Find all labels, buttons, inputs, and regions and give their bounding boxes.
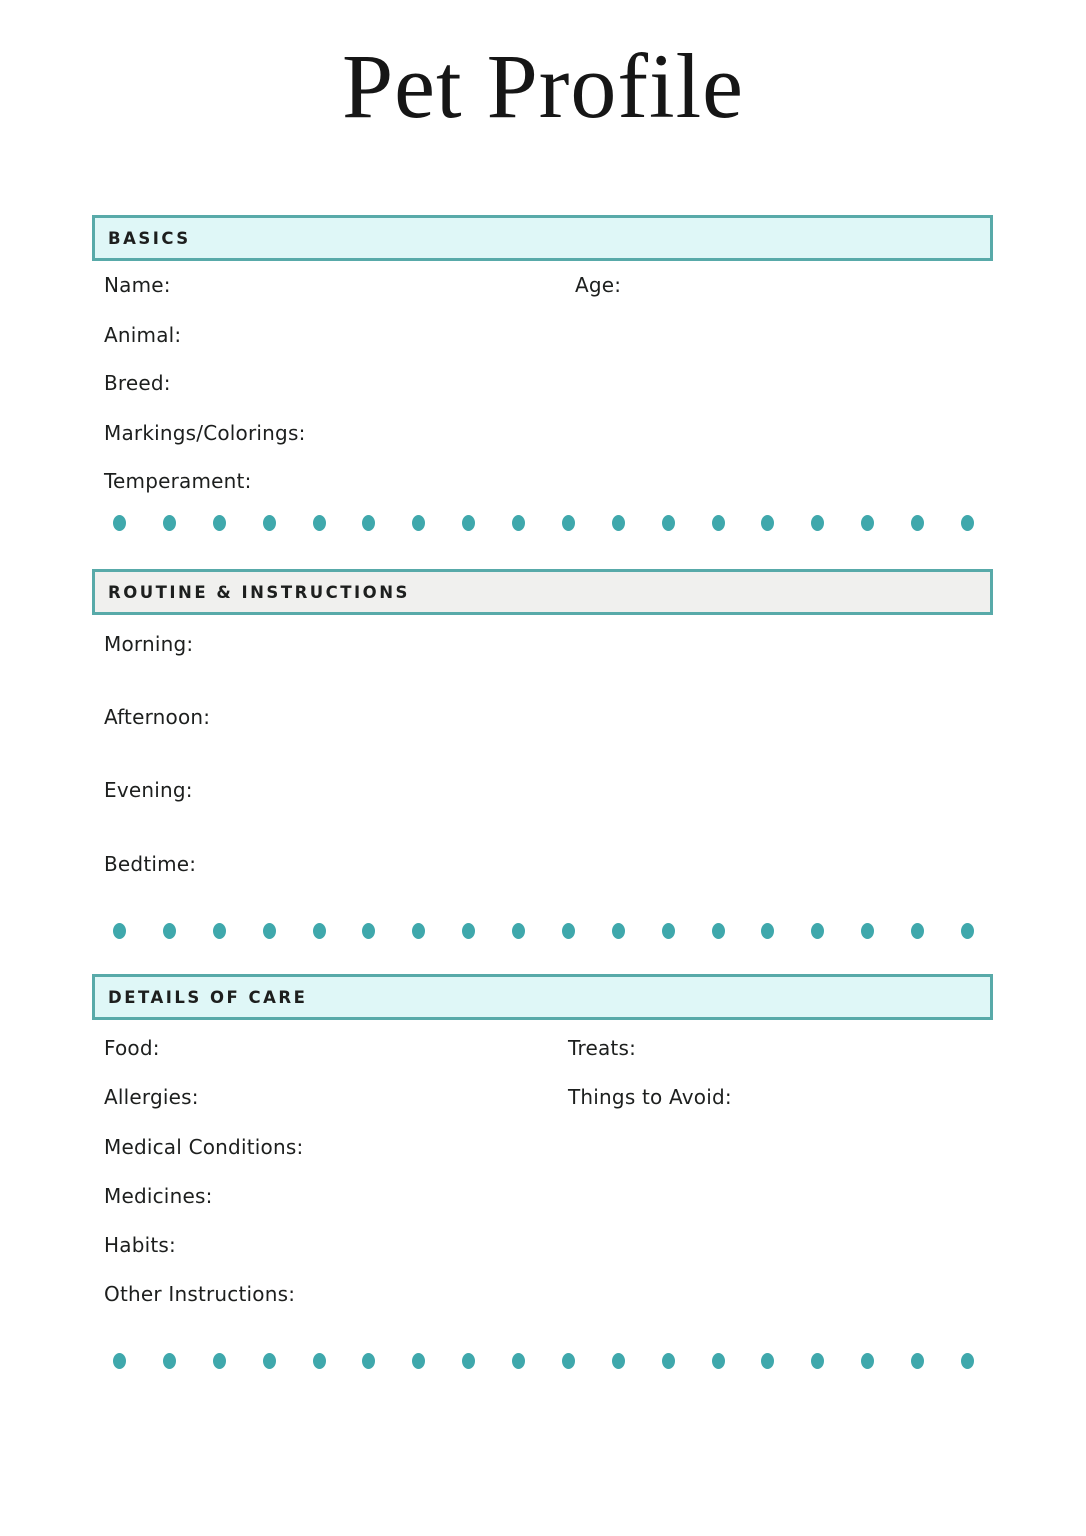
divider-dot	[961, 1353, 974, 1369]
divider-dot	[861, 923, 874, 939]
divider-dot	[761, 1353, 774, 1369]
divider-dot	[412, 1353, 425, 1369]
divider-dot	[163, 1353, 176, 1369]
divider-dot	[911, 923, 924, 939]
field-label-habits: Habits:	[104, 1233, 176, 1257]
divider-dot	[512, 923, 525, 939]
divider-dot	[961, 515, 974, 531]
divider-dot	[213, 515, 226, 531]
divider-dot	[313, 515, 326, 531]
divider-dot	[512, 1353, 525, 1369]
dotted-divider	[113, 923, 974, 939]
divider-dot	[263, 923, 276, 939]
divider-dot	[313, 1353, 326, 1369]
divider-dot	[612, 1353, 625, 1369]
page-title: Pet Profile	[342, 35, 744, 137]
field-label-things-to-avoid: Things to Avoid:	[568, 1085, 732, 1109]
divider-dot	[662, 515, 675, 531]
divider-dot	[163, 515, 176, 531]
divider-dot	[911, 1353, 924, 1369]
section-title-basics: BASICS	[108, 228, 191, 248]
divider-dot	[362, 923, 375, 939]
divider-dot	[362, 1353, 375, 1369]
divider-dot	[662, 1353, 675, 1369]
divider-dot	[263, 515, 276, 531]
divider-dot	[861, 515, 874, 531]
field-label-name: Name:	[104, 273, 171, 297]
field-label-bedtime: Bedtime:	[104, 852, 197, 876]
field-label-breed: Breed:	[104, 371, 171, 395]
divider-dot	[512, 515, 525, 531]
divider-dot	[911, 515, 924, 531]
field-label-medicines: Medicines:	[104, 1184, 213, 1208]
divider-dot	[313, 923, 326, 939]
field-label-morning: Morning:	[104, 632, 194, 656]
divider-dot	[562, 515, 575, 531]
divider-dot	[562, 1353, 575, 1369]
divider-dot	[761, 923, 774, 939]
divider-dot	[811, 923, 824, 939]
divider-dot	[712, 1353, 725, 1369]
divider-dot	[462, 923, 475, 939]
divider-dot	[712, 515, 725, 531]
divider-dot	[612, 923, 625, 939]
divider-dot	[412, 923, 425, 939]
divider-dot	[163, 923, 176, 939]
divider-dot	[263, 1353, 276, 1369]
divider-dot	[562, 923, 575, 939]
section-header-routine	[92, 569, 993, 615]
divider-dot	[113, 1353, 126, 1369]
section-title-routine: ROUTINE & INSTRUCTIONS	[108, 582, 410, 602]
divider-dot	[362, 515, 375, 531]
field-label-evening: Evening:	[104, 778, 193, 802]
dotted-divider	[113, 1353, 974, 1369]
field-label-allergies: Allergies:	[104, 1085, 199, 1109]
divider-dot	[462, 1353, 475, 1369]
divider-dot	[113, 923, 126, 939]
divider-dot	[811, 1353, 824, 1369]
field-label-age: Age:	[575, 273, 622, 297]
field-label-treats: Treats:	[568, 1036, 637, 1060]
divider-dot	[612, 515, 625, 531]
divider-dot	[961, 923, 974, 939]
dotted-divider	[113, 515, 974, 531]
divider-dot	[213, 1353, 226, 1369]
divider-dot	[412, 515, 425, 531]
section-header-basics	[92, 215, 993, 261]
divider-dot	[662, 923, 675, 939]
divider-dot	[861, 1353, 874, 1369]
field-label-temperament: Temperament:	[104, 469, 252, 493]
divider-dot	[213, 923, 226, 939]
field-label-animal: Animal:	[104, 323, 182, 347]
section-title-details-of-care: DETAILS OF CARE	[108, 987, 308, 1007]
divider-dot	[113, 515, 126, 531]
divider-dot	[761, 515, 774, 531]
field-label-medical-conditions: Medical Conditions:	[104, 1135, 304, 1159]
field-label-afternoon: Afternoon:	[104, 705, 211, 729]
divider-dot	[462, 515, 475, 531]
field-label-other-instructions: Other Instructions:	[104, 1282, 296, 1306]
field-label-markings-colorings: Markings/Colorings:	[104, 421, 306, 445]
section-header-details-of-care	[92, 974, 993, 1020]
divider-dot	[712, 923, 725, 939]
field-label-food: Food:	[104, 1036, 160, 1060]
divider-dot	[811, 515, 824, 531]
